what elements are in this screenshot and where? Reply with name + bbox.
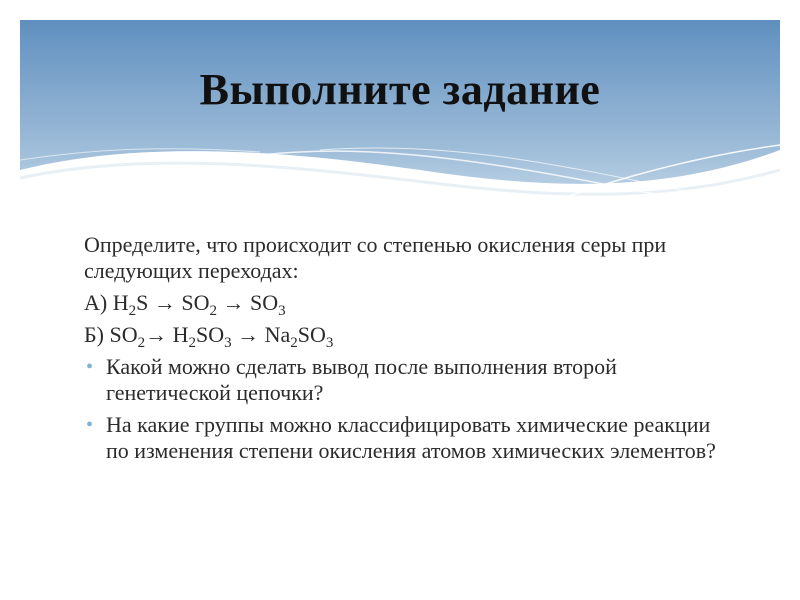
formula-subscript: 2 [290,335,298,351]
formula-subscript: 2 [128,303,137,319]
chain-label: Б) [84,322,110,347]
formula-subscript: 2 [137,335,146,351]
question-list [84,354,724,464]
chain-a [84,290,724,319]
question-text: На какие группы можно классифицировать химические реакции по изменения степени окисления атомов химических элементов? [106,412,716,463]
question-text: Какой можно сделать вывод после выполнения второй генетической цепочки? [106,354,617,405]
formula-text: SO [195,322,225,347]
formula-subscript: 3 [224,335,232,351]
formula-text: → SO [216,290,279,315]
sky-wave-background [20,20,780,250]
formula-text: H [112,290,129,315]
intro-text: Определите, что происходит со степенью окисления серы при следующих переходах: [84,232,667,283]
formula-text: → H [145,322,189,347]
formula-text: SO [297,322,326,347]
chain-label: А) [84,290,113,315]
formula-subscript: 2 [188,335,196,351]
header-banner [20,20,780,250]
bullet-dot-icon: • [86,356,94,378]
formula-text: SO [109,322,138,347]
formula-subscript: 3 [278,303,286,319]
formula-text: → Na [231,322,291,347]
formula-text: S → SO [136,290,210,315]
list-item [84,354,724,406]
formula-subscript: 3 [325,335,334,351]
chain-b [84,322,724,351]
content-body [84,232,724,470]
list-item [84,412,724,464]
formula-subscript: 2 [209,303,217,319]
bullet-dot-icon: • [86,414,94,436]
slide-title: Выполните задание [199,65,601,114]
